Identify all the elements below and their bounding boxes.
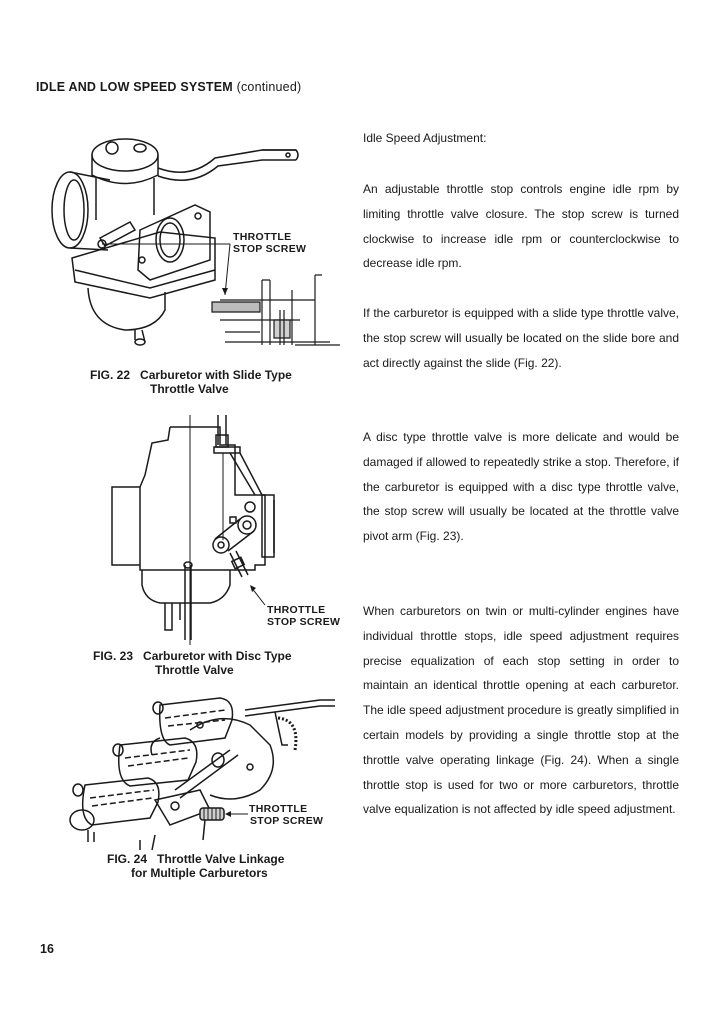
fig-24-callout-line2: STOP SCREW <box>250 815 324 827</box>
paragraph-1: An adjustable throttle stop controls engine idle rpm by limiting throttle valve closure. The stop screw is turned clockwise to increase idle rpm or counterclockwise to decrease idle rpm. <box>363 182 679 271</box>
fig-23-number: FIG. 23 <box>93 649 134 663</box>
fig-24-callout <box>249 803 323 827</box>
fig-22-callout-line1: THROTTLE <box>233 231 292 243</box>
fig-22-number: FIG. 22 <box>90 368 131 382</box>
paragraph-3: A disc type throttle valve is more delicate and would be damaged if allowed to repeatedly strike a stop. Therefore, if the carburetor is equipped with a disc type throttle valve, the stop screw will usually be located at the throttle valve pivot arm (Fig. 23). <box>363 430 679 544</box>
fig-23-title-line2: Throttle Valve <box>155 663 234 677</box>
fig-24-caption <box>107 852 284 880</box>
paragraph-4: When carburetors on twin or multi-cylinder engines have individual throttle stops, idle speed adjustment requires precise equalization of each stop setting in order to maintain an identical throttle opening at each carburetor. The idle speed adjustment procedure is greatly simplified in certain models by providing a single throttle stop at the throttle valve operating linkage (Fig. 24). When a single throttle stop is used for two or more carburetors, throttle valve equalization is not affected by idle speed adjustment. <box>363 604 679 817</box>
fig-22-caption <box>90 368 292 396</box>
fig-23-callout-line1: THROTTLE <box>267 604 326 616</box>
fig-24-callout-line1: THROTTLE <box>249 803 308 815</box>
fig-24-title-line1: Throttle Valve Linkage <box>157 852 285 866</box>
fig-23-callout-line2: STOP SCREW <box>267 616 341 628</box>
fig-24-number: FIG. 24 <box>107 852 148 866</box>
paragraph-2: If the carburetor is equipped with a slide type throttle valve, the stop screw will usually be located on the slide bore and act directly against the slide (Fig. 22). <box>363 306 679 370</box>
fig-22-title-line2: Throttle Valve <box>150 382 229 396</box>
fig-22-callout <box>233 231 306 255</box>
fig-24-title-line2: for Multiple Carburetors <box>131 866 268 880</box>
section-heading-suffix: (continued) <box>236 80 302 94</box>
fig-23-title-line1: Carburetor with Disc Type <box>143 649 292 663</box>
fig-23-callout <box>267 604 340 628</box>
fig-22-title-line1: Carburetor with Slide Type <box>140 368 292 382</box>
section-heading-title: IDLE AND LOW SPEED SYSTEM <box>36 80 233 94</box>
page-number: 16 <box>40 942 54 956</box>
section-heading <box>36 80 301 94</box>
fig-23-caption <box>93 649 292 677</box>
subheading-idle-speed-adjustment: Idle Speed Adjustment: <box>363 131 487 145</box>
fig-22-callout-line2: STOP SCREW <box>233 243 307 255</box>
